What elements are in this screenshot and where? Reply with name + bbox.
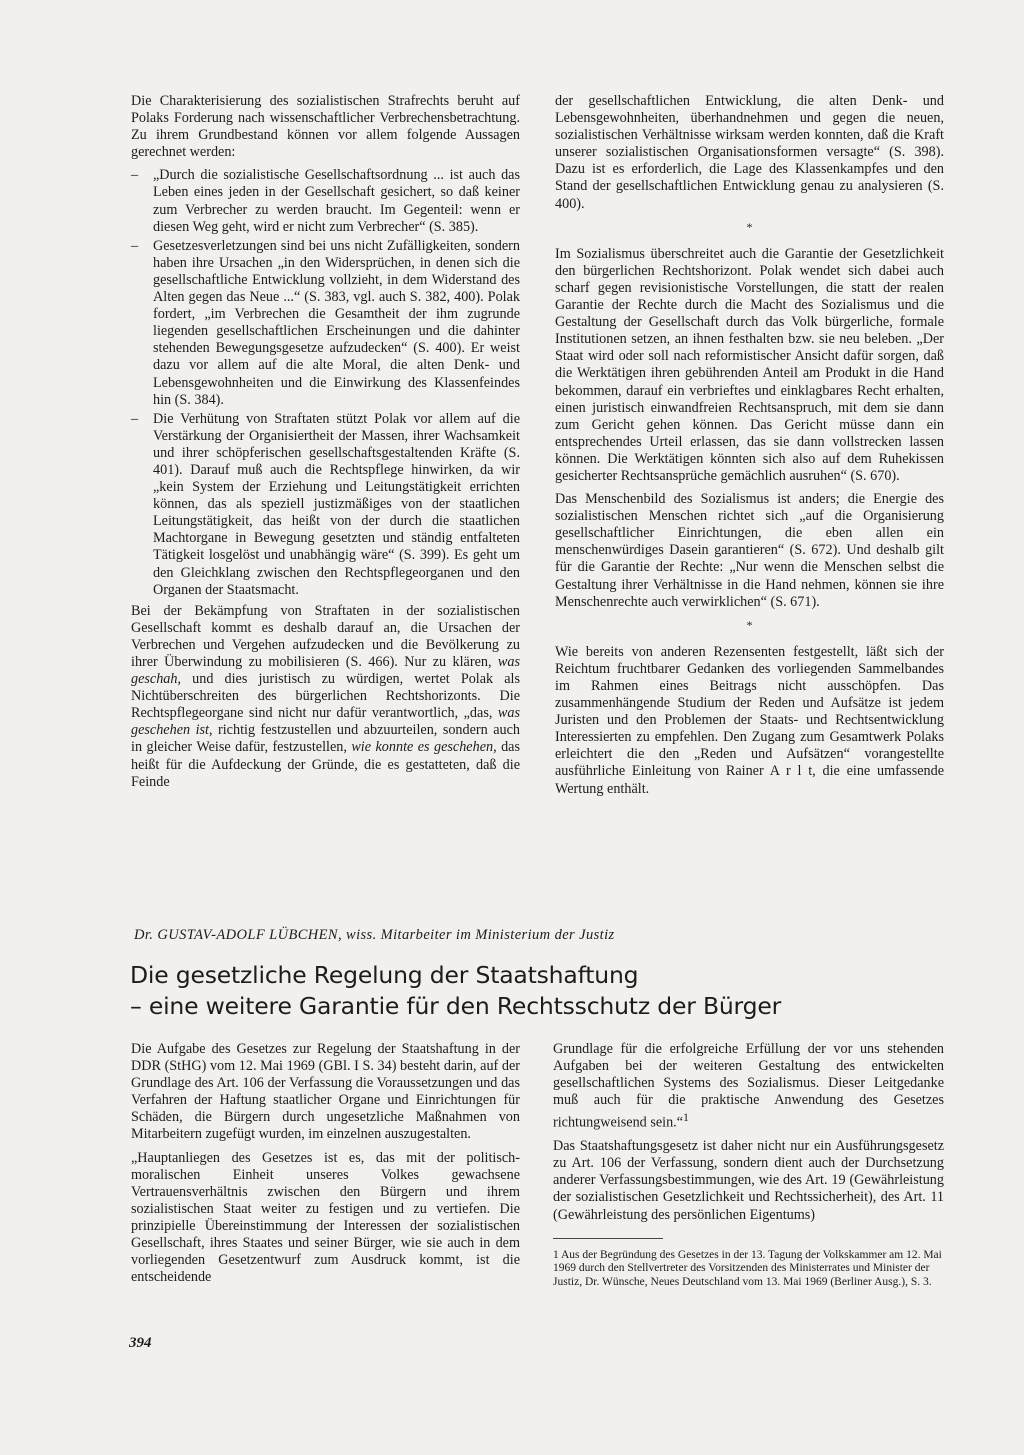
headline-line: Die gesetzliche Regelung der Staatshaftung (130, 961, 639, 989)
section-divider: * (746, 219, 753, 234)
footnote-marker: 1 (683, 1110, 689, 1125)
list-item: – Gesetzesverletzungen sind bei uns nicht Zufälligkeiten, sondern haben ihre Ursachen „in den Widersprüchen, in denen sich die gesellschaftliche Entwicklung vollzieht, in dem Widerstand des Alten gegen das Neue ...“ (S. 383, vgl. auch S. 382, 400). Polak fordert, „im Verbrechen die Gesamtheit der ihm zugrunde liegenden gesellschaftlichen Erscheinungen und die dahinter stehenden Bewegungsgesetze aufzudecken“ (S. 400). Er weist dazu vor allem auf die alte Moral, die alten Denk- und Lebensgewohnheiten und die Einwirkung des Klassenfeindes hin (S. 384). (131, 238, 520, 409)
page-number: 394 (129, 1335, 152, 1351)
body-paragraph: der gesellschaftlichen Entwicklung, die alten Denk- und Lebensgewohnheiten, überhandnehmen und gegen die neuen, sozialistischen Verhältnisse wirksam werden konnten, daß die Kraft unserer sozialistischen Organisationsformen versagte“ (S. 398). Dazu ist es erforderlich, die Lage des Klassenkampfes und den Stand der gesellschaftlichen Entwicklung genau zu analysieren (S. 400). (555, 93, 944, 212)
body-paragraph: Die Aufgabe des Gesetzes zur Regelung der Staatshaftung in der DDR (StHG) vom 12. Mai 1969 (GBl. I S. 34) besteht darin, auf der Grundlage des Art. 106 der Verfassung die Voraussetzungen und das Verfahren der Haftung staatlicher Organe und Einrichtungen für Schäden, die Bürgern durch ungesetzliche Maßnahmen von Mitarbeitern zugefügt wurden, im einzelnen auszugestalten. (131, 1041, 520, 1143)
body-paragraph: Im Sozialismus überschreitet auch die Garantie der Gesetzlichkeit den bürgerlichen Rechtshorizont. Polak wendet sich dabei auch scharf gegen revisionistische Vorstellungen, die statt der realen Garantie der Rechte durch die Macht des Sozialismus und die Gestaltung der Gesellschaft durch das Volk bürgerliche, formale Institutionen setzen, an ihnen festhalten bzw. sie neu beleben. „Der Staat wird oder soll nach reformistischer Ansicht dafür sorgen, daß die Werktätigen ihren gebührenden Anteil am Produkt in die Hand bekommen, darauf ein verbrieftes und einklagbares Recht erhalten, einen juristisch einwandfreien Rechtsanspruch, mit dem sie dann zum Gericht gehen können. Das Gericht müsse dann ein entsprechendes Urteil erlassen, das sie dann vollstrecken lassen können. Die Werktätigen könnten sich also auf dem Ruhekissen gesicherter Rechtsansprüche gemächlich ausruhen“ (S. 670). (555, 245, 944, 484)
list-item: – Die Verhütung von Straftaten stützt Polak vor allem auf die Verstärkung der Organisiertheit der Massen, ihrer Wachsamkeit und ihrer schöpferischen gesellschaftsgestaltenden Kräfte (S. 401). Darauf muß auch die Rechtspflege hinwirken, da wir „kein System der Erziehung und Leitungstätigkeit errichten können, das als speziell justizmäßiges von der staatlichen Leitungstätigkeit, das heißt von der durch die staatlichen Machtorgane in Bewegung gesetzten und ständig entfalteten Tätigkeit losgelöst und unabhängig wäre“ (S. 399). Es geht um den Gleichklang zwischen den Rechtspflegeorganen und den Organen der Staatsmacht. (131, 411, 520, 599)
upper-right-column (555, 93, 944, 804)
headline-line: – eine weitere Garantie für den Rechtsschutz der Bürger (130, 992, 782, 1020)
section-divider: * (746, 617, 753, 632)
body-paragraph: Grundlage für die erfolgreiche Erfüllung der vor uns stehenden Aufgaben bei der weiteren Gestaltung des entwickelten gesellschaftlichen Systems des Sozialismus. Dieser Leitgedanke muß auch für die praktische Anwendung des Gesetzes richtungweisend sein.“$^1$ (553, 1041, 944, 1132)
body-paragraph: Das Menschenbild des Sozialismus ist anders; die Energie des sozialistischen Menschen richtet sich „auf die Organisierung gesellschaftlicher Einrichtungen, die eben allen ein menschenwürdiges Dasein garantieren“ (S. 672). Und deshalb gilt für die Garantie der Rechte: „Nur wenn die Menschen selbst die Gestaltung ihrer Verhältnisse in die Hand nehmen, können sie ihre Menschenrechte auch verwirklichen“ (S. 671). (555, 491, 944, 610)
list-item: – „Durch die sozialistische Gesellschaftsordnung ... ist auch das Leben eines jeden in der Gesellschaft gesichert, so daß keiner zum Verbrecher zu werden braucht. Im Gegenteil: wenn er diesen Weg geht, wird er nicht zum Verbrecher“ (S. 385). (131, 167, 520, 235)
upper-left-column (131, 93, 520, 797)
lower-left-column (131, 1041, 520, 1292)
body-paragraph: Das Staatshaftungsgesetz ist daher nicht nur ein Ausführungsgesetz zu Art. 106 der Verfassung, sondern dient auch der Durchsetzung anderer Verfassungsbestimmungen, wie des Art. 19 (Gewährleistung der sozialistischen Gesetzlichkeit und Rechtssicherheit), des Art. 11 (Gewährleistung des persönlichen Eigentums) (553, 1138, 944, 1223)
footnote: 1 Aus der Begründung des Gesetzes in der 13. Tagung der Volkskammer am 12. Mai 1969 durch den Stellvertreter des Vorsitzenden des Ministerrates und Minister der Justiz, Dr. Wünsche, Neues Deutschland vom 13. Mai 1969 (Berliner Ausg.), S. 3. (553, 1248, 942, 1288)
statement-list (131, 167, 520, 598)
body-paragraph: Bei der Bekämpfung von Straftaten in der sozialistischen Gesellschaft kommt es deshalb darauf an, die Ursachen der Verbrechen und Vergehen aufzudecken und die Bevölkerung zu ihrer Überwindung zu mobilisieren (S. 466). Nur zu klären, was geschah, und dies juristisch zu würdigen, wertet Polak als Nichtüberschreiten des bürgerlichen Rechtshorizonts. Die Rechtspflegeorgane sind nicht nur dafür verantwortlich, „das, was geschehen ist, richtig festzustellen und abzuurteilen, sondern auch in gleicher Weise dafür, festzustellen, wie konnte es geschehen, das heißt für die Aufdeckung der Gründe, die es gestatteten, daß die Feinde (131, 602, 520, 790)
body-paragraph: Wie bereits von anderen Rezensenten festgestellt, läßt sich der Reichtum fruchtbarer Gedanken des vorliegenden Sammelbandes im Rahmen eines Beitrags nicht ausschöpfen. Das zusammenhängende Studium der Reden und Aufsätze ist jedem Juristen und den Problemen der Staats- und Rechtsentwicklung Interessierten zu empfehlen. Den Zugang zum Gesamtwerk Polaks erleichtert die den „Reden und Aufsätzen“ vorangestellte ausführliche Einleitung von Rainer A r l t, die eine umfassende Wertung enthält. (555, 643, 944, 797)
lower-right-column (553, 1041, 944, 1295)
body-paragraph: „Hauptanliegen des Gesetzes ist es, das mit der politisch-moralischen Einheit unseres Volkes gewachsene Vertrauensverhältnis zwischen den Bürgern und ihrem sozialistischen Staat weiter zu festigen und zu vertiefen. Die prinzipielle Übereinstimmung der Interessen der sozialistischen Gesellschaft, ihres Staates und seiner Bürger, wie sie auch in dem vorliegenden Gesetzentwurf zum Ausdruck kommt, ist die entscheidende (131, 1149, 520, 1286)
intro-paragraph: Die Charakterisierung des sozialistischen Strafrechts beruht auf Polaks Forderung nach wissenschaftlicher Verbrechensbetrachtung. Zu ihrem Grundbestand können vor allem folgende Aussagen gerechnet werden: (131, 93, 520, 161)
author-byline: Dr. GUSTAV-ADOLF LÜBCHEN, wiss. Mitarbeiter im Ministerium der Justiz (134, 927, 615, 943)
article-headline (130, 960, 850, 1022)
footnote-rule (553, 1238, 663, 1239)
